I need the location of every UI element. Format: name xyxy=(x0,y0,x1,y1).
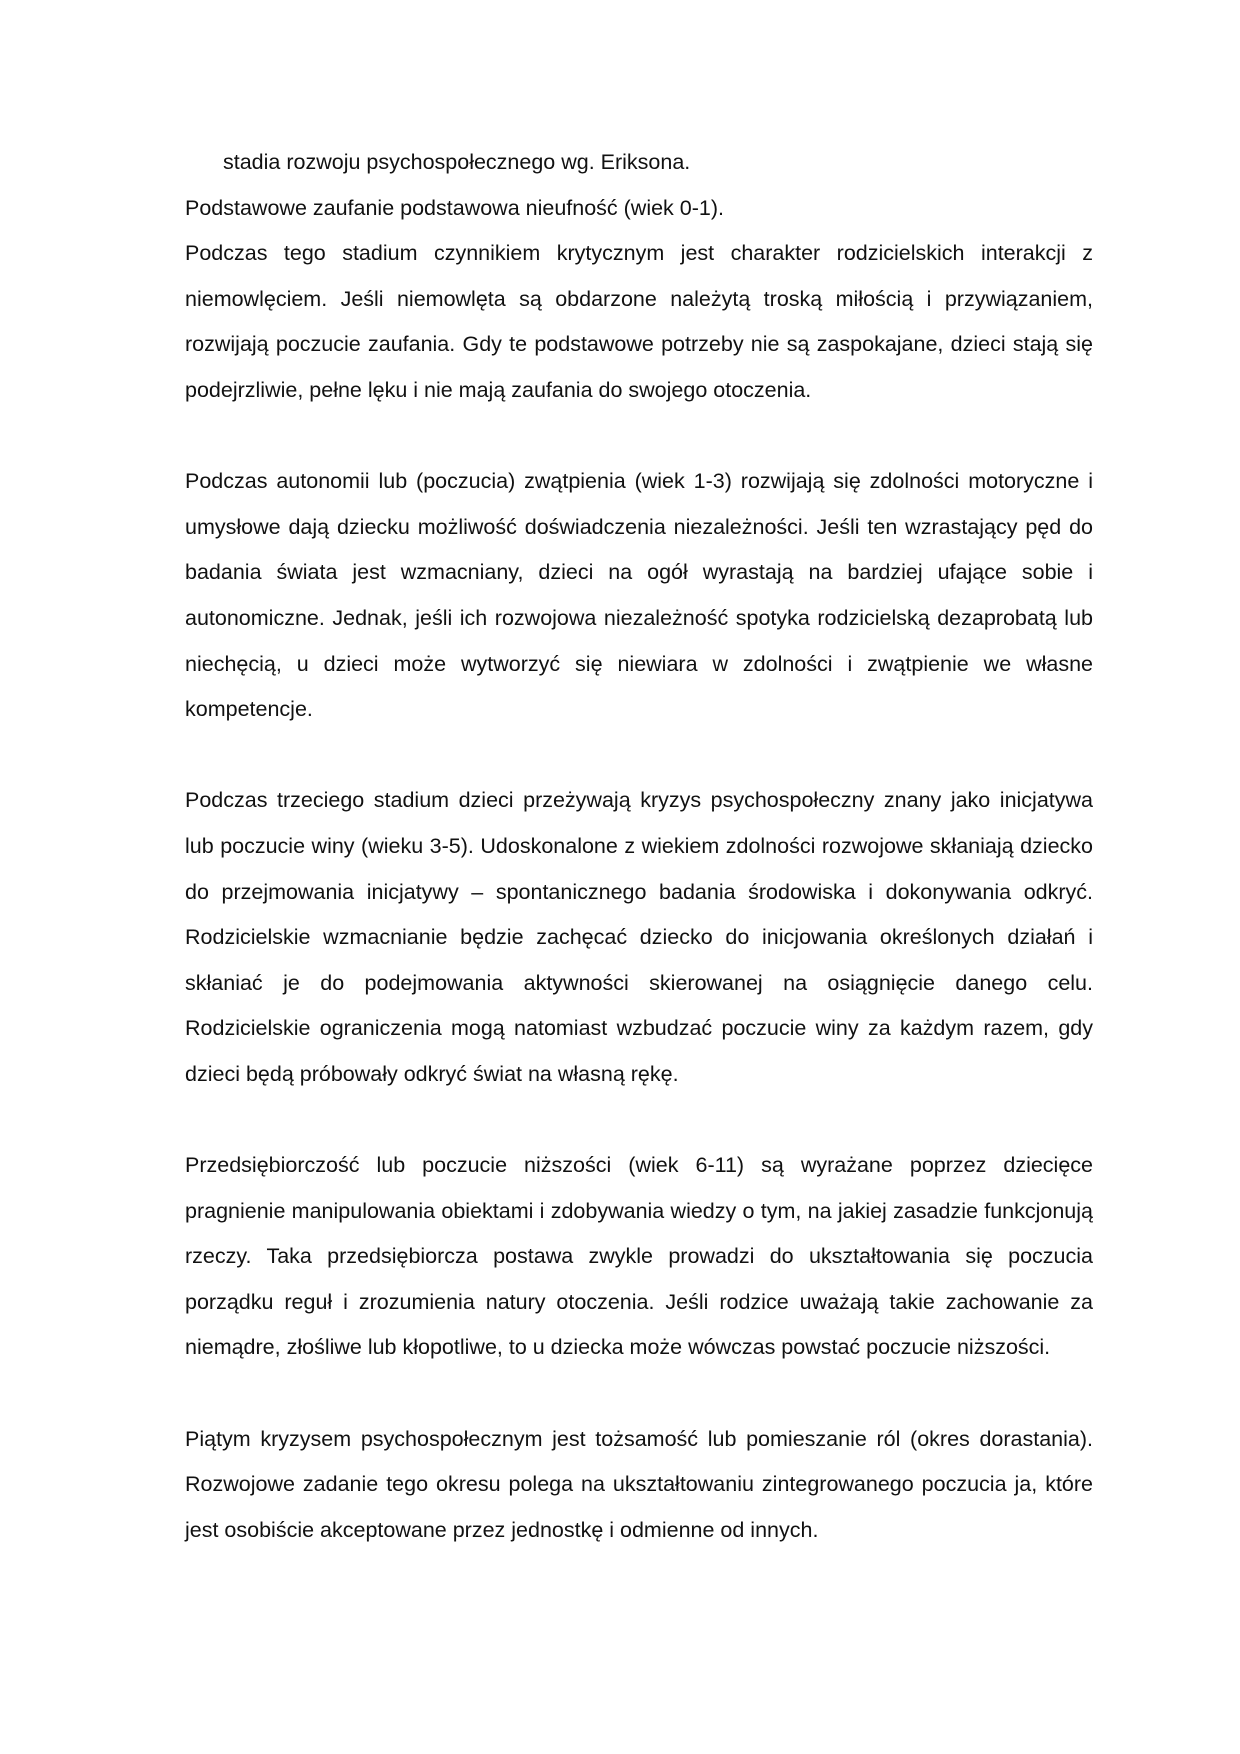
paragraph-stage-4: Przedsiębiorczość lub poczucie niższości (wiek 6-11) są wyrażane poprzez dziecięce pragnienie manipulowania obiektami i zdobywania wiedzy o tym, na jakiej zasadzie funkcjonują rzeczy. Taka przedsiębiorcza postawa zwykle prowadzi do ukształtowania się poczucia porządku reguł i zrozumienia natury otoczenia. Jeśli rodzice uważają takie zachowanie za niemądre, złośliwe lub kłopotliwe, to u dziecka może wówczas powstać poczucie niższości. xyxy=(185,1153,1093,1360)
stage-1-title: Podstawowe zaufanie podstawowa nieufność (wiek 0-1). xyxy=(185,195,724,220)
paragraph-stage-5: Piątym kryzysem psychospołecznym jest tożsamość lub pomieszanie ról (okres dorastania). Rozwojowe zadanie tego okresu polega na ukształtowaniu zintegrowanego poczucia ja, które jest osobiście akceptowane przez jednostkę i odmienne od innych. xyxy=(185,1426,1093,1542)
document-body xyxy=(185,140,1093,1599)
paragraph-stage-1: Podczas tego stadium czynnikiem krytycznym jest charakter rodzicielskich interakcji z niemowlęciem. Jeśli niemowlęta są obdarzone należytą troską miłością i przywiązaniem, rozwijają poczucie zaufania. Gdy te podstawowe potrzeby nie są zaspokajane, dzieci stają się podejrzliwie, pełne lęku i nie mają zaufania do swojego otoczenia. xyxy=(185,241,1093,402)
paragraph-stage-2: Podczas autonomii lub (poczucia) zwątpienia (wiek 1-3) rozwijają się zdolności motoryczne i umysłowe dają dziecku możliwość doświadczenia niezależności. Jeśli ten wzrastający pęd do badania świata jest wzmacniany, dzieci na ogół wyrastają na bardziej ufające sobie i autonomiczne. Jednak, jeśli ich rozwojowa niezależność spotyka rodzicielską dezaprobatą lub niechęcią, u dzieci może wytworzyć się niewiara w zdolności i zwątpienie we własne kompetencje. xyxy=(185,469,1093,722)
document-heading: stadia rozwoju psychospołecznego wg. Eriksona. xyxy=(223,150,691,174)
paragraph-stage-3: Podczas trzeciego stadium dzieci przeżywają kryzys psychospołeczny znany jako inicjatywa lub poczucie winy (wieku 3-5). Udoskonalone z wiekiem zdolności rozwojowe skłaniają dziecko do przejmowania inicjatywy – spontanicznego badania środowiska i dokonywania odkryć. Rodzicielskie wzmacnianie będzie zachęcać dziecko do inicjowania określonych działań i skłaniać je do podejmowania aktywności skierowanej na osiągnięcie danego celu. Rodzicielskie ograniczenia mogą natomiast wzbudzać poczucie winy za każdym razem, gdy dzieci będą próbowały odkryć świat na własną rękę. xyxy=(185,788,1093,1086)
